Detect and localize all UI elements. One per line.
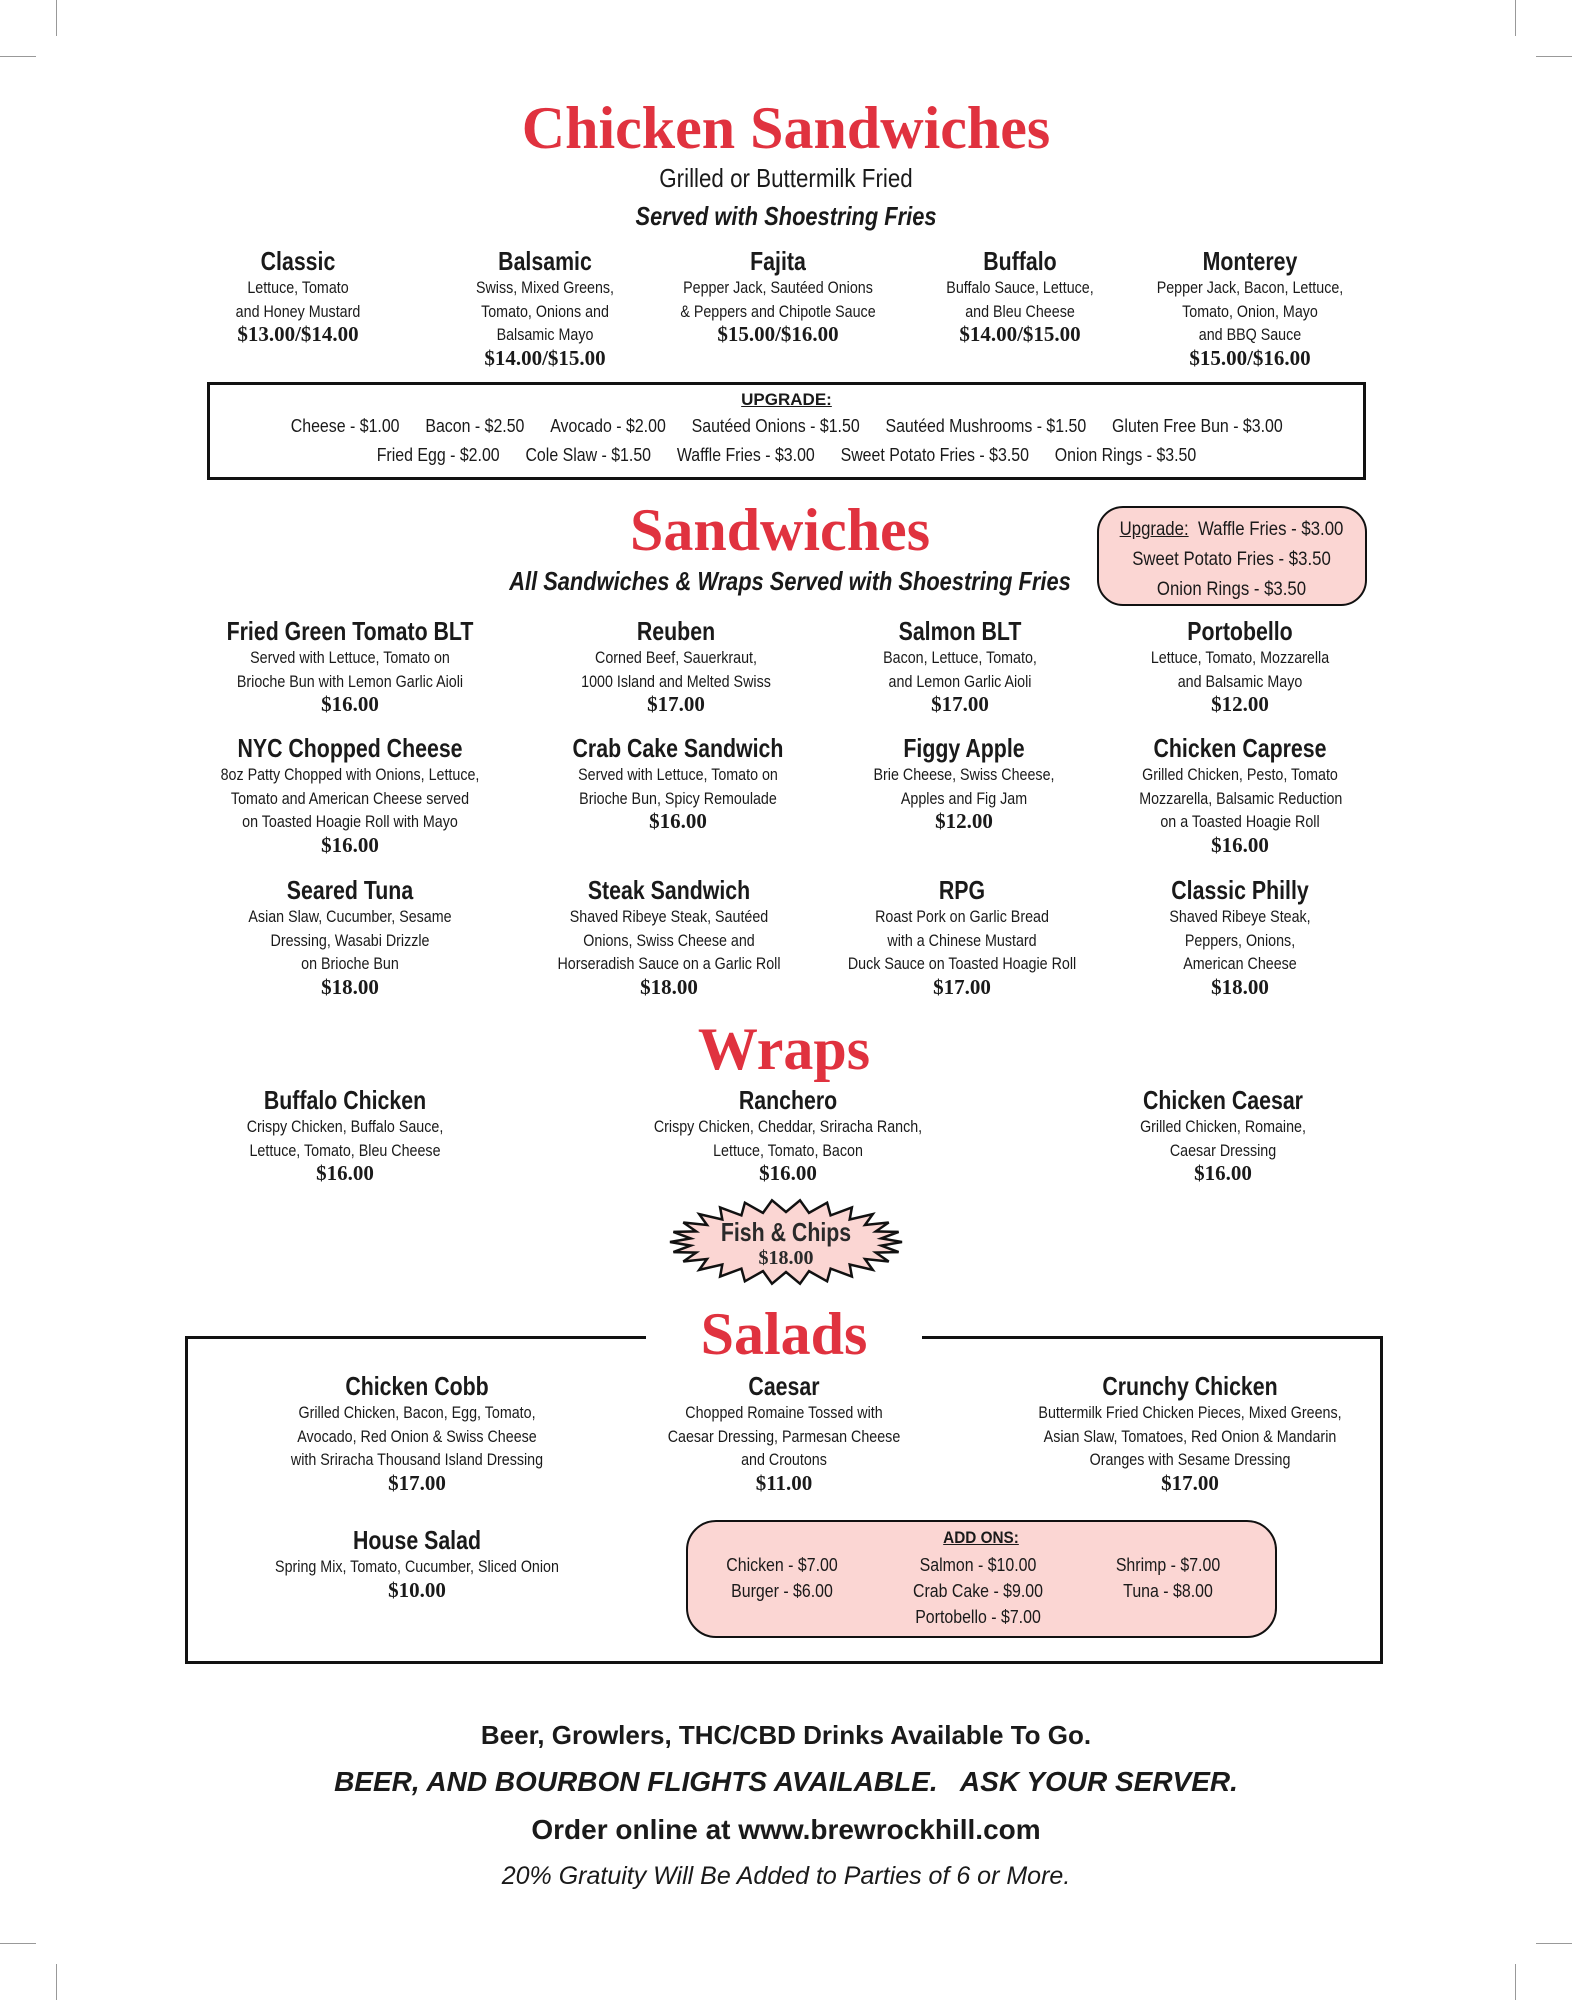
upgrade-option: Avocado - $2.00 — [549, 415, 666, 436]
item-price: $14.00/$15.00 — [959, 322, 1081, 346]
addons-col-3 — [1088, 1552, 1248, 1604]
menu-item-buffalo — [900, 246, 1140, 345]
upgrade-option: Gluten Free Bun - $3.00 — [1111, 415, 1283, 436]
chicken-sandwiches-title: Chicken Sandwiches — [521, 95, 1051, 161]
item-price: $17.00 — [931, 692, 989, 716]
menu-item-house-salad — [237, 1525, 597, 1601]
menu-item-caesar-salad — [624, 1371, 944, 1494]
item-price: $16.00 — [649, 809, 707, 833]
item-desc: and Bleu Cheese — [965, 301, 1075, 321]
item-name: House Salad — [353, 1525, 481, 1555]
menu-item-fajita — [648, 246, 908, 345]
item-price: $16.00 — [321, 692, 379, 716]
upgrade-label: Upgrade: — [1119, 518, 1189, 540]
item-desc: Served with Lettuce, Tomato on — [578, 765, 778, 784]
item-desc: American Cheese — [1183, 954, 1297, 973]
item-price: $16.00 — [1194, 1161, 1252, 1185]
item-price: $15.00/$16.00 — [717, 322, 839, 346]
item-desc: Lettuce, Tomato — [247, 278, 349, 297]
item-desc: and Balsamic Mayo — [1177, 671, 1303, 691]
upgrade-option: Sweet Potato Fries - $3.50 — [1132, 548, 1331, 570]
salad-addons-box — [686, 1520, 1277, 1638]
menu-item-buffalo-chicken-wrap — [205, 1085, 485, 1184]
upgrade-option: Onion Rings - $3.50 — [1054, 444, 1197, 465]
item-price: $17.00 — [647, 692, 705, 716]
item-price: $18.00 — [321, 974, 379, 999]
addons-label: ADD ONS: — [943, 1528, 1019, 1547]
item-name: Fajita — [750, 246, 806, 276]
sandwiches-subtitle: All Sandwiches & Wraps Served with Shoestring Fries — [509, 566, 1071, 596]
footer-to-go: Beer, Growlers, THC/CBD Drinks Available To Go. — [480, 1720, 1092, 1750]
item-desc: Lettuce, Tomato, Bleu Cheese — [249, 1140, 441, 1160]
item-name: Chicken Caesar — [1142, 1085, 1303, 1115]
item-price: $16.00 — [321, 832, 379, 857]
item-desc: Tomato, Onion, Mayo — [1182, 301, 1318, 321]
item-desc: Grilled Chicken, Bacon, Egg, Tomato, — [298, 1403, 536, 1422]
item-desc: Crispy Chicken, Buffalo Sauce, — [246, 1117, 444, 1136]
item-name: Balsamic — [498, 246, 592, 276]
crop-mark — [56, 0, 57, 36]
item-desc: and Lemon Garlic Aioli — [888, 671, 1032, 691]
upgrade-row-1 — [210, 415, 1363, 437]
addons-col-2 — [888, 1552, 1068, 1630]
item-name: Crab Cake Sandwich — [572, 733, 784, 763]
addon-option: Chicken - $7.00 — [726, 1554, 838, 1575]
item-desc: with Sriracha Thousand Island Dressing — [290, 1450, 544, 1469]
item-name: Buffalo Chicken — [263, 1085, 427, 1115]
item-name: Salmon BLT — [898, 616, 1022, 646]
item-desc: Caesar Dressing, Parmesan Cheese — [667, 1426, 901, 1446]
item-price: $18.00 — [640, 974, 698, 999]
menu-item-crunchy-chicken — [1000, 1371, 1380, 1494]
menu-item-reuben — [536, 616, 816, 715]
item-desc: Brioche Bun, Spicy Remoulade — [579, 788, 777, 808]
menu-item-chicken-caprese — [1120, 733, 1360, 856]
addon-option: Portobello - $7.00 — [915, 1606, 1041, 1627]
item-desc: Peppers, Onions, — [1184, 930, 1296, 950]
item-desc: Pepper Jack, Bacon, Lettuce, — [1156, 278, 1344, 297]
item-price: $17.00 — [1161, 1470, 1219, 1495]
upgrade-label: UPGRADE: — [741, 390, 832, 409]
crop-mark — [1515, 0, 1516, 36]
item-desc: Onions, Swiss Cheese and — [583, 930, 755, 950]
item-name: Classic Philly — [1171, 875, 1309, 905]
item-desc: Tomato and American Cheese served — [230, 788, 470, 808]
crop-mark — [1536, 56, 1572, 57]
item-desc: Buttermilk Fried Chicken Pieces, Mixed Greens, — [1038, 1403, 1342, 1422]
item-price: $17.00 — [933, 974, 991, 999]
upgrade-option: Sautéed Onions - $1.50 — [691, 415, 860, 436]
menu-item-ranchero-wrap — [618, 1085, 958, 1184]
menu-item-chicken-caesar-wrap — [1083, 1085, 1363, 1184]
item-desc: Swiss, Mixed Greens, — [475, 278, 615, 297]
item-desc: Brioche Bun with Lemon Garlic Aioli — [236, 671, 464, 691]
menu-item-monterey — [1120, 246, 1380, 369]
item-name: Chicken Caprese — [1153, 733, 1327, 763]
item-name: Steak Sandwich — [587, 875, 751, 905]
menu-item-classic — [178, 246, 418, 345]
item-desc: on a Toasted Hoagie Roll — [1160, 812, 1320, 831]
addon-option: Shrimp - $7.00 — [1115, 1554, 1221, 1575]
upgrade-option: Waffle Fries - $3.00 — [1197, 518, 1344, 540]
item-desc: Buffalo Sauce, Lettuce, — [946, 278, 1094, 297]
item-desc: Grilled Chicken, Romaine, — [1140, 1117, 1306, 1136]
item-price: $11.00 — [755, 1470, 813, 1495]
item-desc: Tomato, Onions and — [481, 301, 609, 321]
upgrade-option: Onion Rings - $3.50 — [1156, 578, 1307, 600]
item-desc: Lettuce, Tomato, Mozzarella — [1150, 648, 1330, 667]
menu-item-classic-philly — [1120, 875, 1360, 998]
item-desc: Duck Sauce on Toasted Hoagie Roll — [847, 954, 1077, 973]
item-name: Figgy Apple — [903, 733, 1025, 763]
item-price: $12.00 — [935, 809, 993, 833]
menu-item-nyc-chopped-cheese — [190, 733, 510, 856]
upgrade-row-2 — [210, 444, 1363, 466]
footer-gratuity: 20% Gratuity Will Be Added to Parties of 6 or More. — [501, 1862, 1071, 1890]
item-price: $12.00 — [1211, 692, 1269, 716]
item-desc: Lettuce, Tomato, Bacon — [713, 1140, 863, 1160]
crop-mark — [1515, 1964, 1516, 2000]
item-name: Ranchero — [738, 1085, 838, 1115]
item-desc: Balsamic Mayo — [496, 325, 594, 344]
item-desc: and Honey Mustard — [235, 301, 361, 321]
addon-option: Tuna - $8.00 — [1123, 1580, 1213, 1601]
item-desc: Brie Cheese, Swiss Cheese, — [873, 765, 1055, 784]
item-name: NYC Chopped Cheese — [237, 733, 463, 763]
menu-item-rpg — [822, 875, 1102, 998]
upgrade-option: Cheese - $1.00 — [290, 415, 400, 436]
fish-chips-name: Fish & Chips — [720, 1217, 852, 1247]
chicken-upgrade-box — [207, 382, 1366, 480]
upgrade-option: Sautéed Mushrooms - $1.50 — [885, 415, 1086, 436]
item-desc: Roast Pork on Garlic Bread — [875, 907, 1049, 926]
item-desc: with a Chinese Mustard — [887, 930, 1037, 950]
menu-item-portobello — [1120, 616, 1360, 715]
upgrade-option: Fried Egg - $2.00 — [376, 444, 500, 465]
item-name: Portobello — [1187, 616, 1293, 646]
item-desc: Bacon, Lettuce, Tomato, — [883, 648, 1037, 667]
item-desc: Horseradish Sauce on a Garlic Roll — [557, 954, 781, 973]
menu-item-salmon-blt — [840, 616, 1080, 715]
item-desc: on Toasted Hoagie Roll with Mayo — [242, 812, 458, 831]
item-price: $17.00 — [388, 1470, 446, 1495]
menu-item-steak-sandwich — [529, 875, 809, 998]
fish-chips-price: $18.00 — [758, 1247, 814, 1269]
addons-col-1 — [702, 1552, 862, 1604]
item-desc: Shaved Ribeye Steak, Sautéed — [569, 907, 769, 926]
item-desc: Chopped Romaine Tossed with — [685, 1403, 883, 1422]
footer-order-online: Order online at www.brewrockhill.com — [531, 1814, 1041, 1845]
item-name: Monterey — [1202, 246, 1298, 276]
fish-chips-starburst — [666, 1198, 906, 1286]
item-price: $16.00 — [759, 1161, 817, 1185]
item-price: $15.00/$16.00 — [1189, 345, 1311, 370]
item-desc: on Brioche Bun — [301, 954, 399, 973]
upgrade-option: Waffle Fries - $3.00 — [676, 444, 815, 465]
item-desc: & Peppers and Chipotle Sauce — [680, 301, 876, 321]
upgrade-option: Bacon - $2.50 — [425, 415, 525, 436]
item-name: RPG — [938, 875, 986, 905]
item-desc: Served with Lettuce, Tomato on — [250, 648, 450, 667]
sandwiches-title: Sandwiches — [629, 497, 931, 563]
menu-item-balsamic — [425, 246, 665, 369]
item-price: $10.00 — [388, 1577, 446, 1602]
crop-mark — [56, 1964, 57, 2000]
item-desc: Dressing, Wasabi Drizzle — [270, 930, 430, 950]
item-price: $18.00 — [1211, 974, 1269, 999]
crop-mark — [1536, 1943, 1572, 1944]
item-desc: and BBQ Sauce — [1198, 325, 1302, 344]
crop-mark — [0, 1943, 36, 1944]
salads-title: Salads — [646, 1306, 922, 1362]
item-desc: 8oz Patty Chopped with Onions, Lettuce, — [220, 765, 480, 784]
menu-item-figgy-apple — [844, 733, 1084, 832]
item-name: Chicken Cobb — [345, 1371, 489, 1401]
menu-item-seared-tuna — [210, 875, 490, 998]
chicken-served-with: Served with Shoestring Fries — [635, 201, 937, 231]
upgrade-option: Sweet Potato Fries - $3.50 — [840, 444, 1029, 465]
item-name: Caesar — [748, 1371, 820, 1401]
upgrade-option: Cole Slaw - $1.50 — [525, 444, 652, 465]
item-desc: Caesar Dressing — [1169, 1140, 1277, 1160]
menu-item-crab-cake-sandwich — [536, 733, 820, 832]
addon-option: Burger - $6.00 — [731, 1580, 833, 1601]
footer-flights: BEER, AND BOURBON FLIGHTS AVAILABLE. ASK YOUR SERVER. — [334, 1766, 1238, 1797]
menu-item-chicken-cobb — [257, 1371, 577, 1494]
item-price: $14.00/$15.00 — [484, 345, 606, 370]
item-name: Buffalo — [983, 246, 1057, 276]
menu-item-fried-green-tomato-blt — [190, 616, 510, 715]
sandwich-upgrade-box — [1097, 506, 1367, 606]
item-desc: Oranges with Sesame Dressing — [1089, 1450, 1291, 1469]
item-name: Fried Green Tomato BLT — [226, 616, 474, 646]
item-name: Classic — [260, 246, 336, 276]
crop-mark — [0, 56, 36, 57]
item-name: Crunchy Chicken — [1102, 1371, 1278, 1401]
item-desc: Pepper Jack, Sautéed Onions — [683, 278, 873, 297]
addon-option: Crab Cake - $9.00 — [912, 1580, 1043, 1601]
item-desc: Avocado, Red Onion & Swiss Cheese — [297, 1426, 537, 1446]
item-price: $13.00/$14.00 — [237, 322, 359, 346]
item-desc: Shaved Ribeye Steak, — [1169, 907, 1311, 926]
item-desc: Apples and Fig Jam — [900, 788, 1028, 808]
item-desc: Grilled Chicken, Pesto, Tomato — [1142, 765, 1338, 784]
item-desc: Asian Slaw, Cucumber, Sesame — [248, 907, 452, 926]
item-desc: Mozzarella, Balsamic Reduction — [1139, 788, 1343, 808]
wraps-title: Wraps — [697, 1016, 871, 1082]
item-desc: Asian Slaw, Tomatoes, Red Onion & Mandarin — [1043, 1426, 1337, 1446]
item-price: $16.00 — [316, 1161, 374, 1185]
addon-option: Salmon - $10.00 — [919, 1554, 1037, 1575]
item-name: Reuben — [636, 616, 716, 646]
item-desc: Crispy Chicken, Cheddar, Sriracha Ranch, — [653, 1117, 923, 1136]
item-price: $16.00 — [1211, 832, 1269, 857]
item-name: Seared Tuna — [286, 875, 414, 905]
item-desc: Corned Beef, Sauerkraut, — [595, 648, 757, 667]
item-desc: and Croutons — [741, 1450, 827, 1469]
item-desc: Spring Mix, Tomato, Cucumber, Sliced Onion — [275, 1557, 559, 1576]
item-desc: 1000 Island and Melted Swiss — [581, 671, 771, 691]
chicken-subtitle: Grilled or Buttermilk Fried — [659, 163, 913, 193]
